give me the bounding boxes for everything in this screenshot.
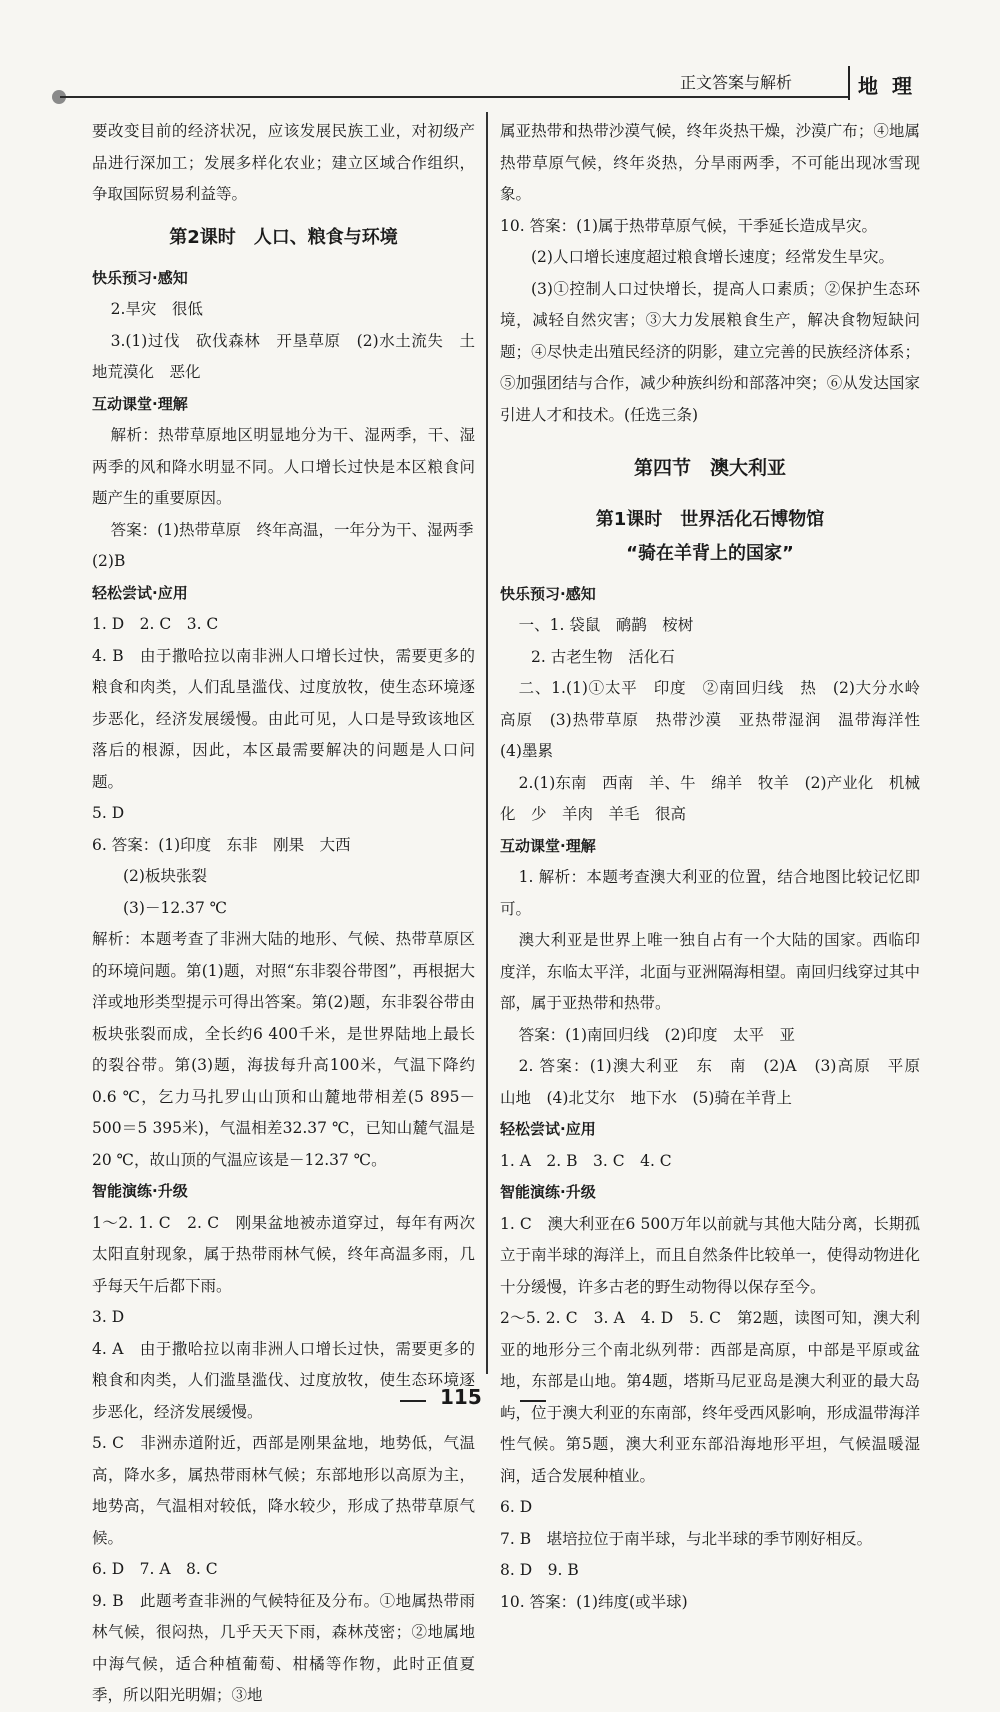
text-paragraph: 6. D 7. A 8. C: [92, 1560, 218, 1578]
text-paragraph: 4. A 由于撒哈拉以南非洲人口增长过快，需要更多的粮食和肉类，人们滥垦滥伐、过度放牧，使生态环境逐步恶化，经济发展缓慢。: [92, 1339, 475, 1421]
subsection-label: 快乐预习·感知: [92, 268, 188, 287]
text-paragraph: (3)－12.37 ℃: [123, 898, 228, 917]
text-paragraph: 10. 答案：(1)属于热带草原气候，干季延长造成旱灾。: [500, 216, 878, 235]
header-separator: [848, 66, 850, 100]
left-column: [92, 116, 475, 1712]
text-paragraph: 5. C 非洲赤道附近，西部是刚果盆地，地势低，气温高，降水多，属热带雨林气候；东部地形以高原为主，地势高，气温相对较低，降水较少，形成了热带草原气候。: [92, 1434, 475, 1547]
column-divider: [486, 112, 488, 1374]
page-number-dash-left: [400, 1400, 426, 1402]
text-paragraph: 10. 答案：(1)纬度(或半球): [500, 1592, 688, 1611]
text-paragraph: 1. A 2. B 3. C 4. C: [500, 1151, 672, 1170]
text-paragraph: 8. D 9. B: [500, 1561, 579, 1579]
section-heading: 第四节 澳大利亚: [633, 457, 786, 479]
subsection-label: 轻松尝试·应用: [500, 1120, 596, 1138]
text-paragraph: (2)人口增长速度超过粮食增长速度；经常发生旱灾。: [531, 248, 894, 266]
text-paragraph: 3.(1)过伐 砍伐森林 开垦草原 (2)水土流失 土地荒漠化 恶化: [92, 331, 475, 381]
text-paragraph: 2. 答案：(1)澳大利亚 东 南 (2)A (3)高原 平原 山地 (4)北艾尔 地下水 (5)骑在羊背上: [500, 1057, 936, 1107]
text-paragraph: (2)B: [92, 552, 126, 570]
text-paragraph: 2. 古老生物 活化石: [531, 647, 675, 666]
text-paragraph: 答案：(1)热带草原 终年高温，一年分为干、湿两季: [110, 520, 474, 539]
text-paragraph: 2.旱灾 很低: [110, 300, 203, 318]
section-heading: 第1课时 世界活化石博物馆 “骑在羊背上的国家”: [595, 508, 825, 564]
text-paragraph: 6. 答案：(1)印度 东非 刚果 大西: [92, 835, 351, 854]
text-paragraph: 9. B 此题考查非洲的气候特征及分布。①地属热带雨林气候，很闷热，几乎天天下雨，森林茂密；②地属地中海气候，适合种植葡萄、柑橘等作物，此时正值夏季，所以阳光明媚；③地: [92, 1591, 475, 1704]
text-paragraph: 1. D 2. C 3. C: [92, 615, 219, 633]
subsection-label: 快乐预习·感知: [500, 584, 596, 603]
subsection-label: 智能演练·升级: [500, 1183, 596, 1201]
text-paragraph: (2)板块张裂: [123, 867, 207, 885]
text-paragraph: 解析：本题考查了非洲大陆的地形、气候、热带草原区的环境问题。第(1)题，对照“东非裂谷带图”，再根据大洋或地形类型提示可得出答案。第(2)题，东非裂谷带由板块张裂而成，全长约6 400千米，是世界陆地上最长的裂谷带。第(3)题，海拔每升高100米，气温下降约0.6 ℃，乞力马扎罗山山顶和山麓地带相差(5 895－500＝5 395米)，气温相差32.37 ℃，已知山麓气温是20 ℃，故山顶的气温应该是－12.37 ℃。: [92, 930, 475, 1169]
text-paragraph: 2.(1)东南 西南 羊、牛 绵羊 牧羊 (2)产业化 机械化 少 羊肉 羊毛 很高: [500, 773, 920, 823]
text-paragraph: 1～2. 1. C 2. C 刚果盆地被赤道穿过，每年有两次太阳直射现象，属于热带雨林气候，终年高温多雨，几乎每天午后都下雨。: [92, 1213, 475, 1295]
text-paragraph: 属亚热带和热带沙漠气候，终年炎热干燥，沙漠广布；④地属热带草原气候，终年炎热，分旱雨两季，不可能出现冰雪现象。: [500, 122, 920, 203]
right-column: [500, 116, 936, 1618]
text-paragraph: 解析：热带草原地区明显地分为干、湿两季，干、湿两季的风和降水明显不同。人口增长过快是本区粮食问题产生的重要原因。: [92, 426, 475, 507]
text-paragraph: 4. B 由于撒哈拉以南非洲人口增长过快，需要更多的粮食和肉类，人们乱垦滥伐、过度放牧，使生态环境逐步恶化，经济发展缓慢。由此可见，人口是导致该地区落后的根源，因此，本区最需要解决的问题是人口问题。: [92, 646, 475, 791]
text-paragraph: 一、1. 袋鼠 鸸鹋 桉树: [518, 616, 694, 634]
text-paragraph: 3. D: [92, 1308, 125, 1326]
page-number: 115: [440, 1385, 482, 1409]
section-heading: 第2课时 人口、粮食与环境: [169, 226, 398, 248]
subsection-label: 智能演练·升级: [92, 1182, 188, 1200]
header-subject: 地理: [858, 74, 926, 98]
text-paragraph: 澳大利亚是世界上唯一独自占有一个大陆的国家。西临印度洋，东临太平洋，北面与亚洲隔海相望。南回归线穿过其中部，属于亚热带和热带。: [500, 931, 920, 1012]
header-rule: [60, 96, 850, 98]
text-paragraph: 2～5. 2. C 3. A 4. D 5. C 第2题，读图可知，澳大利亚的地形分三个南北纵列带：西部是高原，中部是平原或盆地，东部是山地。第4题，塔斯马尼亚岛是澳大利亚的最大岛屿，位于澳大利亚的东南部，终年受西风影响，形成温带海洋性气候。第5题，澳大利亚东部沿海地形平坦，气候温暖湿润，适合发展种植业。: [500, 1309, 920, 1485]
subsection-label: 轻松尝试·应用: [92, 583, 188, 602]
text-paragraph: 1. 解析：本题考查澳大利亚的位置，结合地图比较记忆即可。: [500, 868, 920, 918]
subsection-label: 互动课堂·理解: [500, 836, 596, 855]
text-paragraph: 7. B 堪培拉位于南半球，与北半球的季节刚好相反。: [500, 1529, 873, 1548]
text-paragraph: (3)①控制人口过快增长，提高人口素质；②保护生态环境，减轻自然灾害；③大力发展粮食生产，解决食物短缺问题；④尽快走出殖民经济的阴影，建立完善的民族经济体系；⑤加强团结与合作，减少种族纠纷和部落冲突；⑥从发达国家引进人才和技术。(任选三条): [500, 279, 920, 424]
text-paragraph: 5. D: [92, 804, 125, 822]
page-number-dash-right: [520, 1400, 546, 1402]
text-paragraph: 1. C 澳大利亚在6 500万年以前就与其他大陆分离，长期孤立于南半球的海洋上，而且自然条件比较单一，使得动物进化十分缓慢，许多古老的野生动物得以保存至今。: [500, 1214, 920, 1296]
header-section-title: 正文答案与解析: [680, 73, 793, 92]
text-paragraph: 答案：(1)南回归线 (2)印度 太平 亚: [518, 1025, 796, 1044]
text-paragraph: 二、1.(1)①太平 印度 ②南回归线 热 (2)大分水岭 高原 (3)热带草原 热带沙漠 亚热带湿润 温带海洋性 (4)墨累: [500, 679, 936, 760]
text-paragraph: 要改变目前的经济状况，应该发展民族工业，对初级产品进行深加工；发展多样化农业；建立区域合作组织，争取国际贸易利益等。: [92, 122, 475, 203]
subsection-label: 互动课堂·理解: [92, 394, 188, 413]
text-paragraph: 6. D: [500, 1498, 533, 1516]
